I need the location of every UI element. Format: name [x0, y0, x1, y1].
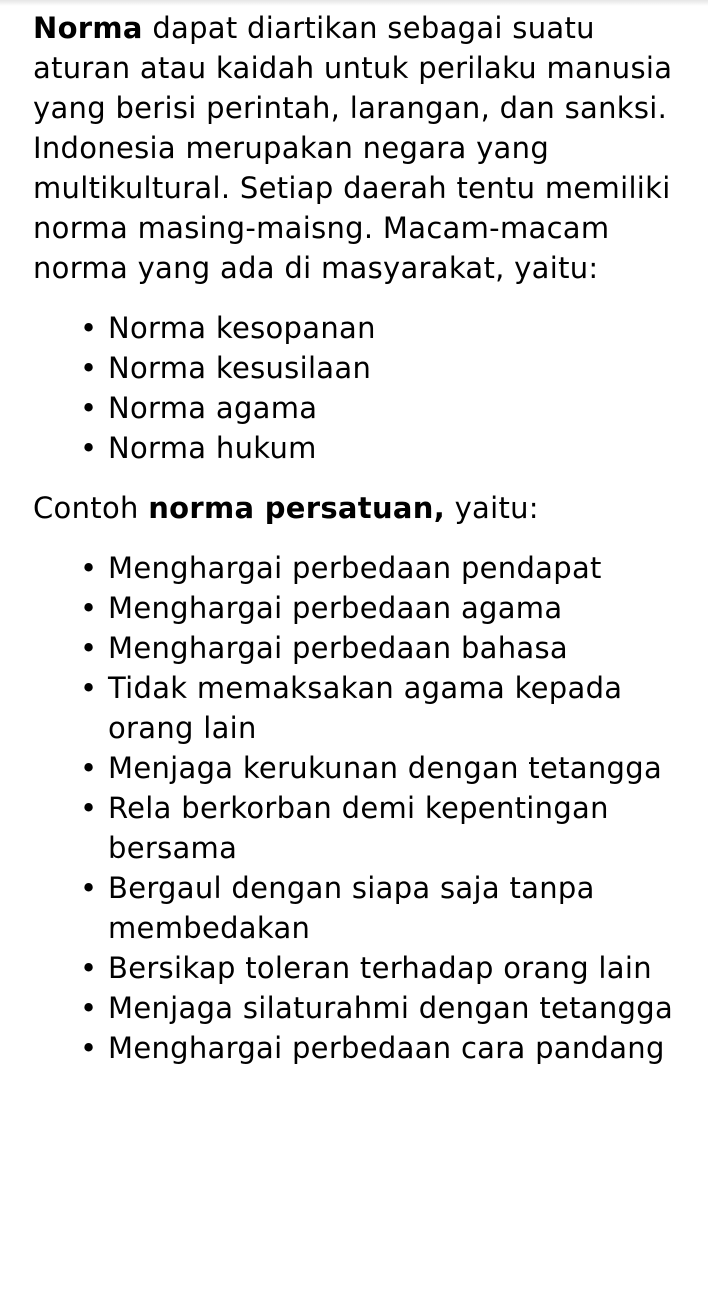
- contoh-heading: [33, 488, 701, 528]
- list-item: • Rela berkorban demi kepentingan bersama: [33, 788, 701, 868]
- list-item: • Bersikap toleran terhadap orang lain: [33, 948, 701, 988]
- list-item: • Norma agama: [33, 388, 701, 428]
- list-item: • Menghargai perbedaan bahasa: [33, 628, 701, 668]
- list-item: • Tidak memaksakan agama kepada orang lain: [33, 668, 701, 748]
- top-edge-shadow: [0, 0, 708, 6]
- list-item: • Bergaul dengan siapa saja tanpa membedakan: [33, 868, 701, 948]
- intro-text: dapat diartikan sebagai suatu aturan atau kaidah untuk perilaku manusia yang berisi perintah, larangan, dan sanksi. Indonesia merupakan negara yang multikultural. Setiap daerah tentu memiliki norma masing-maisng. Macam-macam norma yang ada di masyarakat, yaitu:: [33, 11, 673, 285]
- list-item: • Norma kesusilaan: [33, 348, 701, 388]
- persatuan-examples-list: [33, 548, 701, 1068]
- list-item: • Menjaga kerukunan dengan tetangga: [33, 748, 701, 788]
- list-item: • Menjaga silaturahmi dengan tetangga: [33, 988, 701, 1028]
- list-item: • Menghargai perbedaan pendapat: [33, 548, 701, 588]
- list-item: • Menghargai perbedaan agama: [33, 588, 701, 628]
- answer-content: [33, 8, 701, 1068]
- list-item: • Norma hukum: [33, 428, 701, 468]
- contoh-prefix: Contoh: [33, 491, 149, 525]
- list-item: • Menghargai perbedaan cara pandang: [33, 1028, 701, 1068]
- norma-types-list: [33, 308, 701, 468]
- intro-bold-term: Norma: [33, 11, 143, 45]
- list-item: • Norma kesopanan: [33, 308, 701, 348]
- intro-paragraph: [33, 8, 701, 288]
- contoh-suffix: yaitu:: [445, 491, 539, 525]
- contoh-bold: norma persatuan,: [148, 491, 446, 525]
